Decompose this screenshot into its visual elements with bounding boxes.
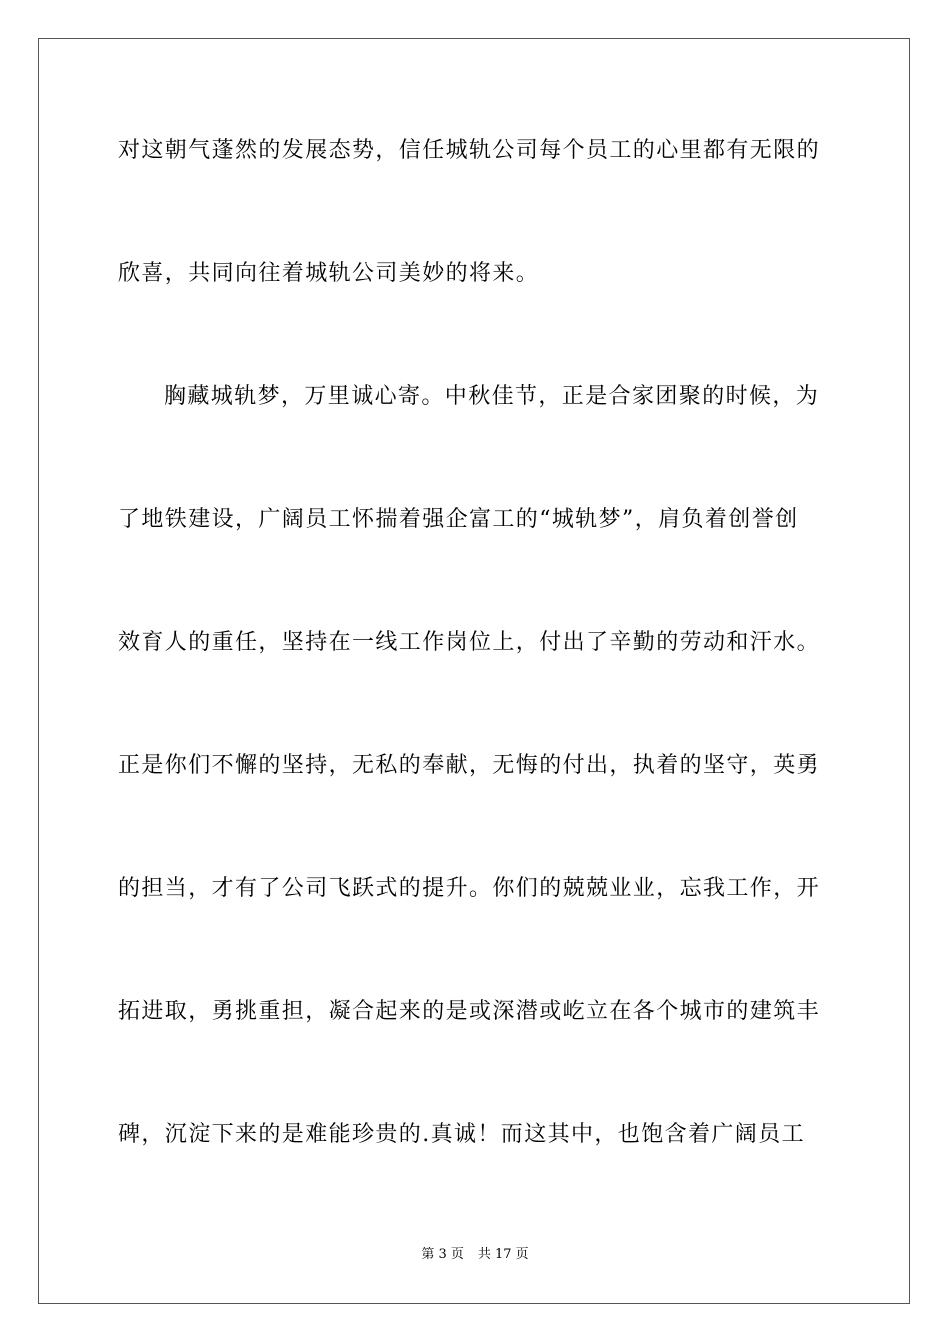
page-footer (0, 1247, 950, 1263)
text-line: 欣喜，共同向往着城轨公司美妙的将来。 (118, 261, 540, 286)
text-line: 正是你们不懈的坚持，无私的奉献，无悔的付出，执着的坚守，英勇 (118, 753, 821, 778)
page-number: 第 3 页 (421, 1247, 464, 1262)
text-line: 对这朝气蓬然的发展态势，信任城轨公司每个员工的心里都有无限的 (118, 138, 821, 163)
text-line: 碑，沉淀下来的是难能珍贵的.真诚！而这其中，也饱含着广阔员工 (118, 1122, 805, 1147)
text-line: 效育人的重任，坚持在一线工作岗位上，付出了辛勤的劳动和汗水。 (118, 630, 821, 655)
text-line: 拓进取，勇挑重担，凝合起来的是或深潜或屹立在各个城市的建筑丰 (118, 999, 821, 1024)
text-line: 了地铁建设，广阔员工怀揣着强企富工的“城轨梦”，肩负着创誉创 (118, 507, 799, 532)
paragraph-start-line: 胸藏城轨梦，万里诚心寄。中秋佳节，正是合家团聚的时候，为 (164, 384, 820, 409)
page-frame (38, 38, 910, 1304)
page-total: 共 17 页 (477, 1247, 529, 1262)
text-line: 的担当，才有了公司飞跃式的提升。你们的兢兢业业，忘我工作，开 (118, 876, 821, 901)
